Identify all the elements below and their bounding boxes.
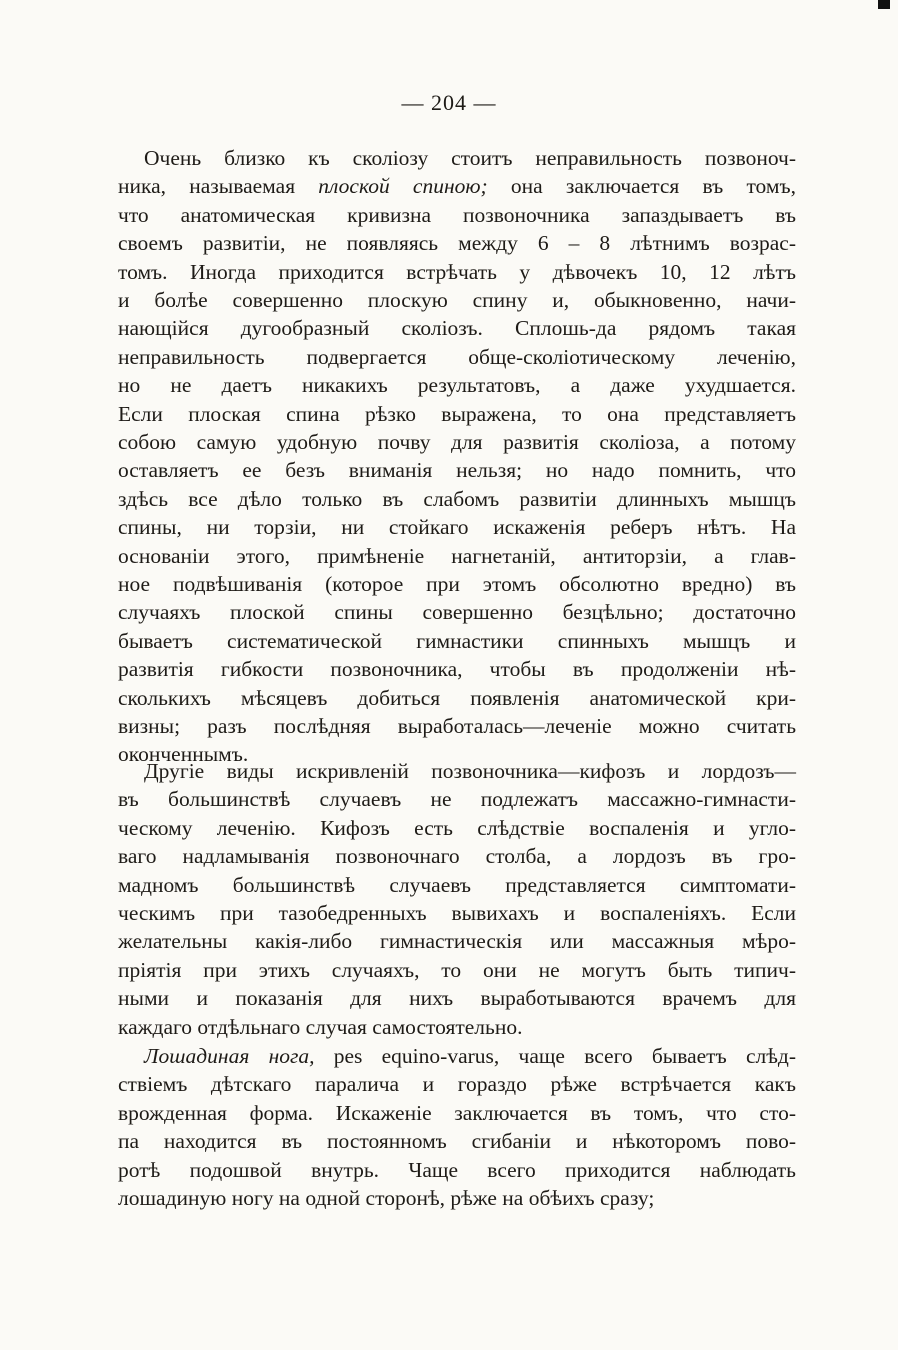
text-line	[118, 684, 796, 712]
scan-corner-mark	[878, 0, 890, 9]
text-segment: своемъ развитіи, не появляясь между 6 – 8 лѣтнимъ возрас-	[118, 231, 796, 256]
text-line	[118, 1013, 796, 1041]
text-segment: неправильность подвергается обще-сколіотическому леченію,	[118, 344, 796, 369]
text-line	[118, 712, 796, 740]
text-line	[118, 814, 796, 842]
text-line	[118, 785, 796, 813]
text-segment: томъ. Иногда приходится встрѣчать у дѣвочекъ 10, 12 лѣтъ	[118, 259, 796, 284]
text-line	[118, 229, 796, 257]
text-line	[118, 627, 796, 655]
text-line	[118, 927, 796, 955]
text-line	[118, 371, 796, 399]
text-line	[118, 842, 796, 870]
text-segment: сколькихъ мѣсяцевъ добиться появленія анатомической кри-	[118, 685, 796, 710]
text-line	[118, 655, 796, 683]
text-line	[118, 314, 796, 342]
text-segment: Если плоская спина рѣзко выражена, то она представляетъ	[118, 401, 796, 426]
text-line	[118, 428, 796, 456]
text-segment: оставляетъ ее безъ вниманія нельзя; но надо помнить, что	[118, 458, 796, 483]
text-segment: визны; разъ послѣдняя выработалась—леченіе можно считать	[118, 714, 796, 738]
text-line	[144, 144, 796, 172]
text-segment: ческимъ при тазобедренныхъ вывихахъ и воспаленіяхъ. Если	[118, 901, 796, 925]
text-line	[118, 1127, 796, 1155]
text-segment: Другіе виды искривленій позвоночника—кифозъ и лордозъ—	[144, 759, 796, 783]
text-line	[118, 1184, 796, 1212]
text-segment: па находится въ постоянномъ сгибаніи и нѣкоторомъ пово-	[118, 1129, 796, 1154]
text-segment: здѣсь все дѣло только въ слабомъ развитіи длинныхъ мышцъ	[118, 486, 796, 511]
text-line	[118, 258, 796, 286]
text-line	[118, 899, 796, 927]
text-segment: мадномъ большинствѣ случаевъ представляется симптомати-	[118, 872, 796, 897]
text-segment: лошадиную ногу на одной сторонѣ, рѣже на обѣихъ сразу;	[118, 1186, 655, 1210]
text-segment: собою самую удобную почву для развитія сколіоза, а потому	[118, 430, 796, 454]
text-segment: каждаго отдѣльнаго случая самостоятельно.	[118, 1014, 523, 1039]
text-line	[118, 343, 796, 371]
text-segment: что анатомическая кривизна позвоночника запаздываетъ въ	[118, 202, 796, 227]
text-segment: pes equino-varus, чаще всего бываетъ слѣд-	[314, 1044, 796, 1068]
text-segment: ными и показанія для нихъ выработываются врачемъ для	[118, 986, 796, 1011]
text-line	[144, 1042, 796, 1070]
text-line	[118, 570, 796, 598]
text-line	[118, 956, 796, 984]
text-line	[118, 172, 796, 200]
text-segment: она заключается въ томъ,	[487, 174, 796, 199]
text-line	[118, 1070, 796, 1098]
text-line	[118, 456, 796, 484]
text-segment: и болѣе совершенно плоскую спину и, обыкновенно, начи-	[118, 288, 796, 312]
text-line	[118, 1099, 796, 1127]
text-segment: Очень близко къ сколіозу стоитъ неправильность позвоноч-	[144, 146, 796, 170]
text-segment: ника, называемая	[118, 174, 319, 199]
text-segment: ваго надламыванія позвоночнаго столба, а лордозъ въ гро-	[118, 844, 796, 869]
text-line	[118, 984, 796, 1012]
text-segment: ческому леченію. Кифозъ есть слѣдствіе воспаленія и угло-	[118, 815, 796, 840]
text-segment: развитія гибкости позвоночника, чтобы въ продолженіи нѣ-	[118, 657, 796, 682]
text-segment: нающійся дугообразный сколіозъ. Сплошь-да рядомъ такая	[118, 316, 796, 341]
text-line	[118, 400, 796, 428]
text-segment: спины, ни торзіи, ни стойкаго искаженія реберъ нѣтъ. На	[118, 515, 796, 540]
text-segment: ствіемъ дѣтскаго паралича и гораздо рѣже встрѣчается какъ	[118, 1072, 796, 1097]
italic-term: Лошадиная нога,	[144, 1044, 315, 1068]
text-line	[118, 201, 796, 229]
text-segment: ротѣ подошвой внутрь. Чаще всего приходится наблюдать	[118, 1157, 796, 1182]
text-segment: ное подвѣшиванія (которое при этомъ обсолютно вредно) въ	[118, 572, 796, 596]
text-segment: случаяхъ плоской спины совершенно безцѣльно; достаточно	[118, 600, 796, 625]
text-line	[118, 286, 796, 314]
text-line	[118, 513, 796, 541]
text-segment: но не даетъ никакихъ результатовъ, а даже ухудшается.	[118, 373, 796, 398]
text-line	[118, 871, 796, 899]
text-segment: бываетъ систематической гимнастики спинныхъ мышцъ и	[118, 628, 796, 653]
text-line	[118, 542, 796, 570]
text-line	[118, 485, 796, 513]
text-segment: въ большинствѣ случаевъ не подлежатъ массажно-гимнасти-	[118, 787, 796, 812]
page-number: — 204 —	[401, 90, 497, 115]
text-line	[144, 757, 796, 785]
text-segment: желательны какія-либо гимнастическія или массажныя мѣро-	[118, 929, 796, 954]
text-segment: оконченнымъ.	[118, 742, 249, 767]
italic-term: плоской спиною;	[318, 174, 488, 199]
text-segment: врожденная форма. Искаженіе заключается въ томъ, что сто-	[118, 1100, 796, 1125]
text-line	[118, 598, 796, 626]
text-line	[118, 1156, 796, 1184]
text-segment: основаніи этого, примѣненіе нагнетаній, антиторзіи, а глав-	[118, 543, 796, 568]
text-segment: пріятія при этихъ случаяхъ, то они не могутъ быть типич-	[118, 957, 796, 982]
